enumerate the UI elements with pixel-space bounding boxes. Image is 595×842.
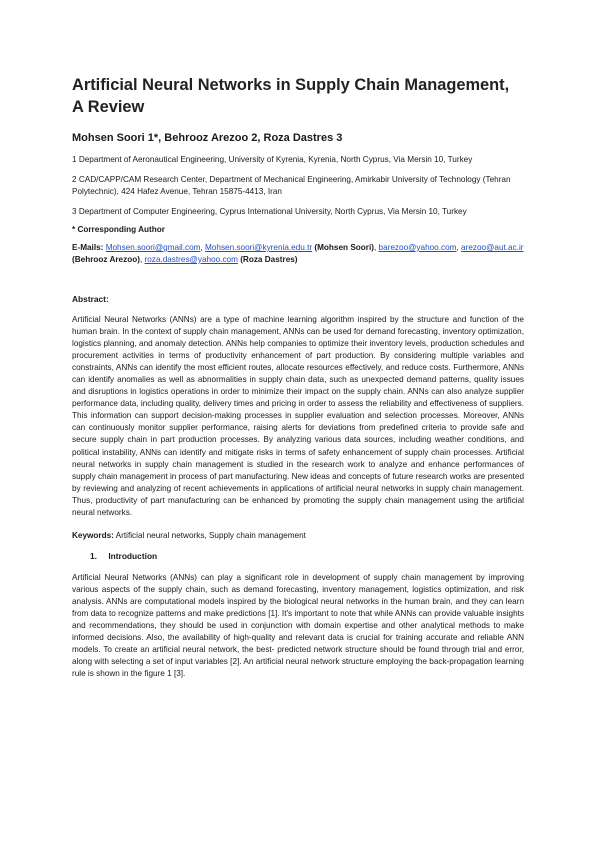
keywords-label: Keywords: — [72, 530, 114, 540]
section-number: 1. — [90, 550, 97, 561]
email-separator: , — [456, 243, 462, 252]
email-link-dastres-yahoo[interactable]: roza.dastres@yahoo.com — [144, 255, 238, 264]
author-list: Mohsen Soori 1*, Behrooz Arezoo 2, Roza Dastres 3 — [72, 132, 343, 144]
email-owner-soori: (Mohsen Soori) — [312, 243, 374, 252]
abstract-text: Artificial Neural Networks (ANNs) are a type of machine learning algorithm inspired by the structure and function of the human brain. In the context of supply chain management, ANNs can be used for demand forecasting, inventory optimization, logistics planning, and anomaly detection. ANNs help companies to optimize their inventory levels, production schedules and procurement activities in terms of productivity enhancement of part production. By considering multiple variables and constraints, ANNs can identify the most efficient routes, allocate resources effectively, and reduce costs. Furthermore, ANNs can identify anomalies as well as abnormalities in supply chain data, such as unexpected demand patterns, quality issues and disruptions in logistics operations in order to minimize their impact on the supply chain. ANNs can also analyze supplier performance data, including quality, delivery times and pricing in order to assess the reliability and effectiveness of suppliers. This information can support decision-making processes in supplier evaluation and selection processes. Moreover, ANNs can continuously monitor supplier performance, raising alerts for deviations from predefined criteria to provide safe and secure supply chain in part production processes. By analyzing various data sources, including weather conditions, and political instability, ANNs can identify and mitigate risks in terms of safety enhancement of supply chain processes. Artificial neural networks in supply chain management is studied in the research work to analyze and enhance performances of supply chain management in process of part manufacturing. New ideas and concepts of future research works are presented by reviewing and analyzing of recent achievements in applications of artificial neural networks in supply chain management. Thus, productivity of part manufacturing can be enhanced by promoting the supply chain management using the artificial neural networks. — [72, 315, 524, 517]
paper-content — [72, 74, 524, 680]
email-separator: , — [200, 243, 206, 252]
abstract-heading: Abstract: — [72, 294, 109, 304]
affiliation-1: 1 Department of Aeronautical Engineering, University of Kyrenia, Kyrenia, North Cyprus, Via Mersin 10, Turkey — [72, 155, 473, 164]
keywords-text: Artificial neural networks, Supply chain management — [113, 530, 306, 540]
emails-label: E-Mails: — [72, 243, 104, 252]
section-title: Introduction — [108, 550, 158, 561]
email-owner-arezoo: (Behrooz Arezoo) — [72, 255, 140, 264]
email-link-arezoo-aut[interactable]: arezoo@aut.ac.ir — [461, 243, 524, 252]
corresponding-author-note: * Corresponding Author — [72, 225, 165, 234]
affiliation-3: 3 Department of Computer Engineering, Cyprus International University, North Cyprus, Via Mersin 10, Turkey — [72, 207, 467, 216]
paper-title: Artificial Neural Networks in Supply Chain Management, A Review — [72, 76, 510, 116]
section-heading-introduction — [72, 550, 524, 562]
introduction-paragraph: Artificial Neural Networks (ANNs) can play a significant role in development of supply chain management by improving various aspects of the supply chain, such as demand forecasting, inventory management, logistics optimization, and risk analysis. ANNs are computational models inspired by the biological neural networks in the human brain, and they can learn from data to recognize patterns and make predictions [1]. It's important to note that while ANNs can provide valuable insights and recommendations, they should be used in conjunction with domain expertise and other analytical methods to make informed decisions. Also, the availability of high-quality and relevant data is crucial for training accurate and reliable ANN models. To create an artificial neural network, the best- predicted network structure should be found through trial and error, along with selecting a set of input variables [2]. An artificial neural network structure employing the back-propagation learning rule is shown in the figure 1 [3]. — [72, 572, 524, 679]
email-link-soori-kyrenia[interactable]: Mohsen.soori@kyrenia.edu.tr — [205, 243, 313, 252]
email-list — [72, 242, 524, 266]
email-link-barezoo-yahoo[interactable]: barezoo@yahoo.com — [378, 243, 457, 252]
keywords-line — [72, 530, 524, 542]
email-separator: , — [373, 243, 379, 252]
email-link-soori-gmail[interactable]: Mohsen.soori@gmail.com — [105, 243, 201, 252]
affiliation-2: 2 CAD/CAPP/CAM Research Center, Department of Mechanical Engineering, Amirkabir University of Technology (Tehran Polytechnic), 424 Hafez Avenue, Tehran 15875-4413, Iran — [72, 175, 511, 196]
email-separator: , — [139, 255, 145, 264]
email-owner-dastres: (Roza Dastres) — [237, 255, 298, 264]
